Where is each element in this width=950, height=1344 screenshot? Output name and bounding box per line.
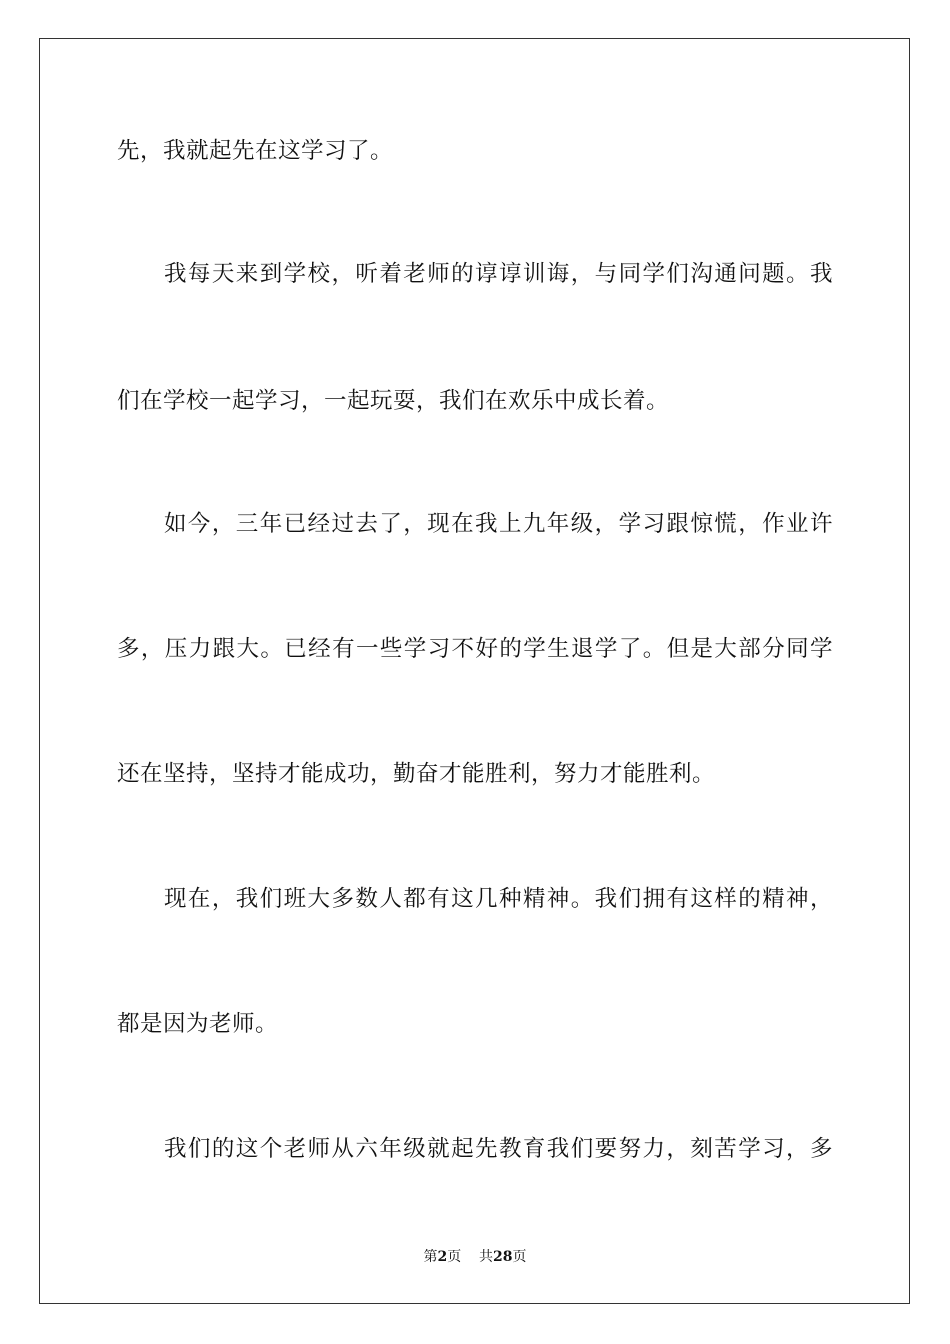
text-line-3: 们在学校一起学习，一起玩耍，我们在欢乐中成长着。 (117, 388, 670, 414)
text-line-5: 多，压力跟大。已经有一些学习不好的学生退学了。但是大部分同学 (117, 636, 833, 662)
footer-page-suffix: 页 (447, 1249, 462, 1265)
text-line-9: 我们的这个老师从六年级就起先教育我们要努力，刻苦学习，多 (164, 1136, 833, 1162)
footer-page-prefix: 第 (423, 1249, 438, 1265)
page-footer (0, 1247, 950, 1267)
text-line-6: 还在坚持，坚持才能成功，勤奋才能胜利，努力才能胜利。 (117, 761, 716, 787)
footer-total-prefix: 共 (479, 1249, 494, 1265)
footer-page-number: 2 (437, 1249, 448, 1265)
text-line-7: 现在，我们班大多数人都有这几种精神。我们拥有这样的精神， (164, 886, 833, 912)
footer-total-pages: 28 (493, 1249, 513, 1265)
text-line-1: 先，我就起先在这学习了。 (117, 138, 394, 164)
text-line-8: 都是因为老师。 (117, 1011, 279, 1037)
footer-total-suffix: 页 (512, 1249, 527, 1265)
page-frame (39, 38, 910, 1304)
text-line-2: 我每天来到学校，听着老师的谆谆训诲，与同学们沟通问题。我 (164, 261, 833, 287)
text-line-4: 如今，三年已经过去了，现在我上九年级，学习跟惊慌，作业许 (164, 511, 833, 537)
